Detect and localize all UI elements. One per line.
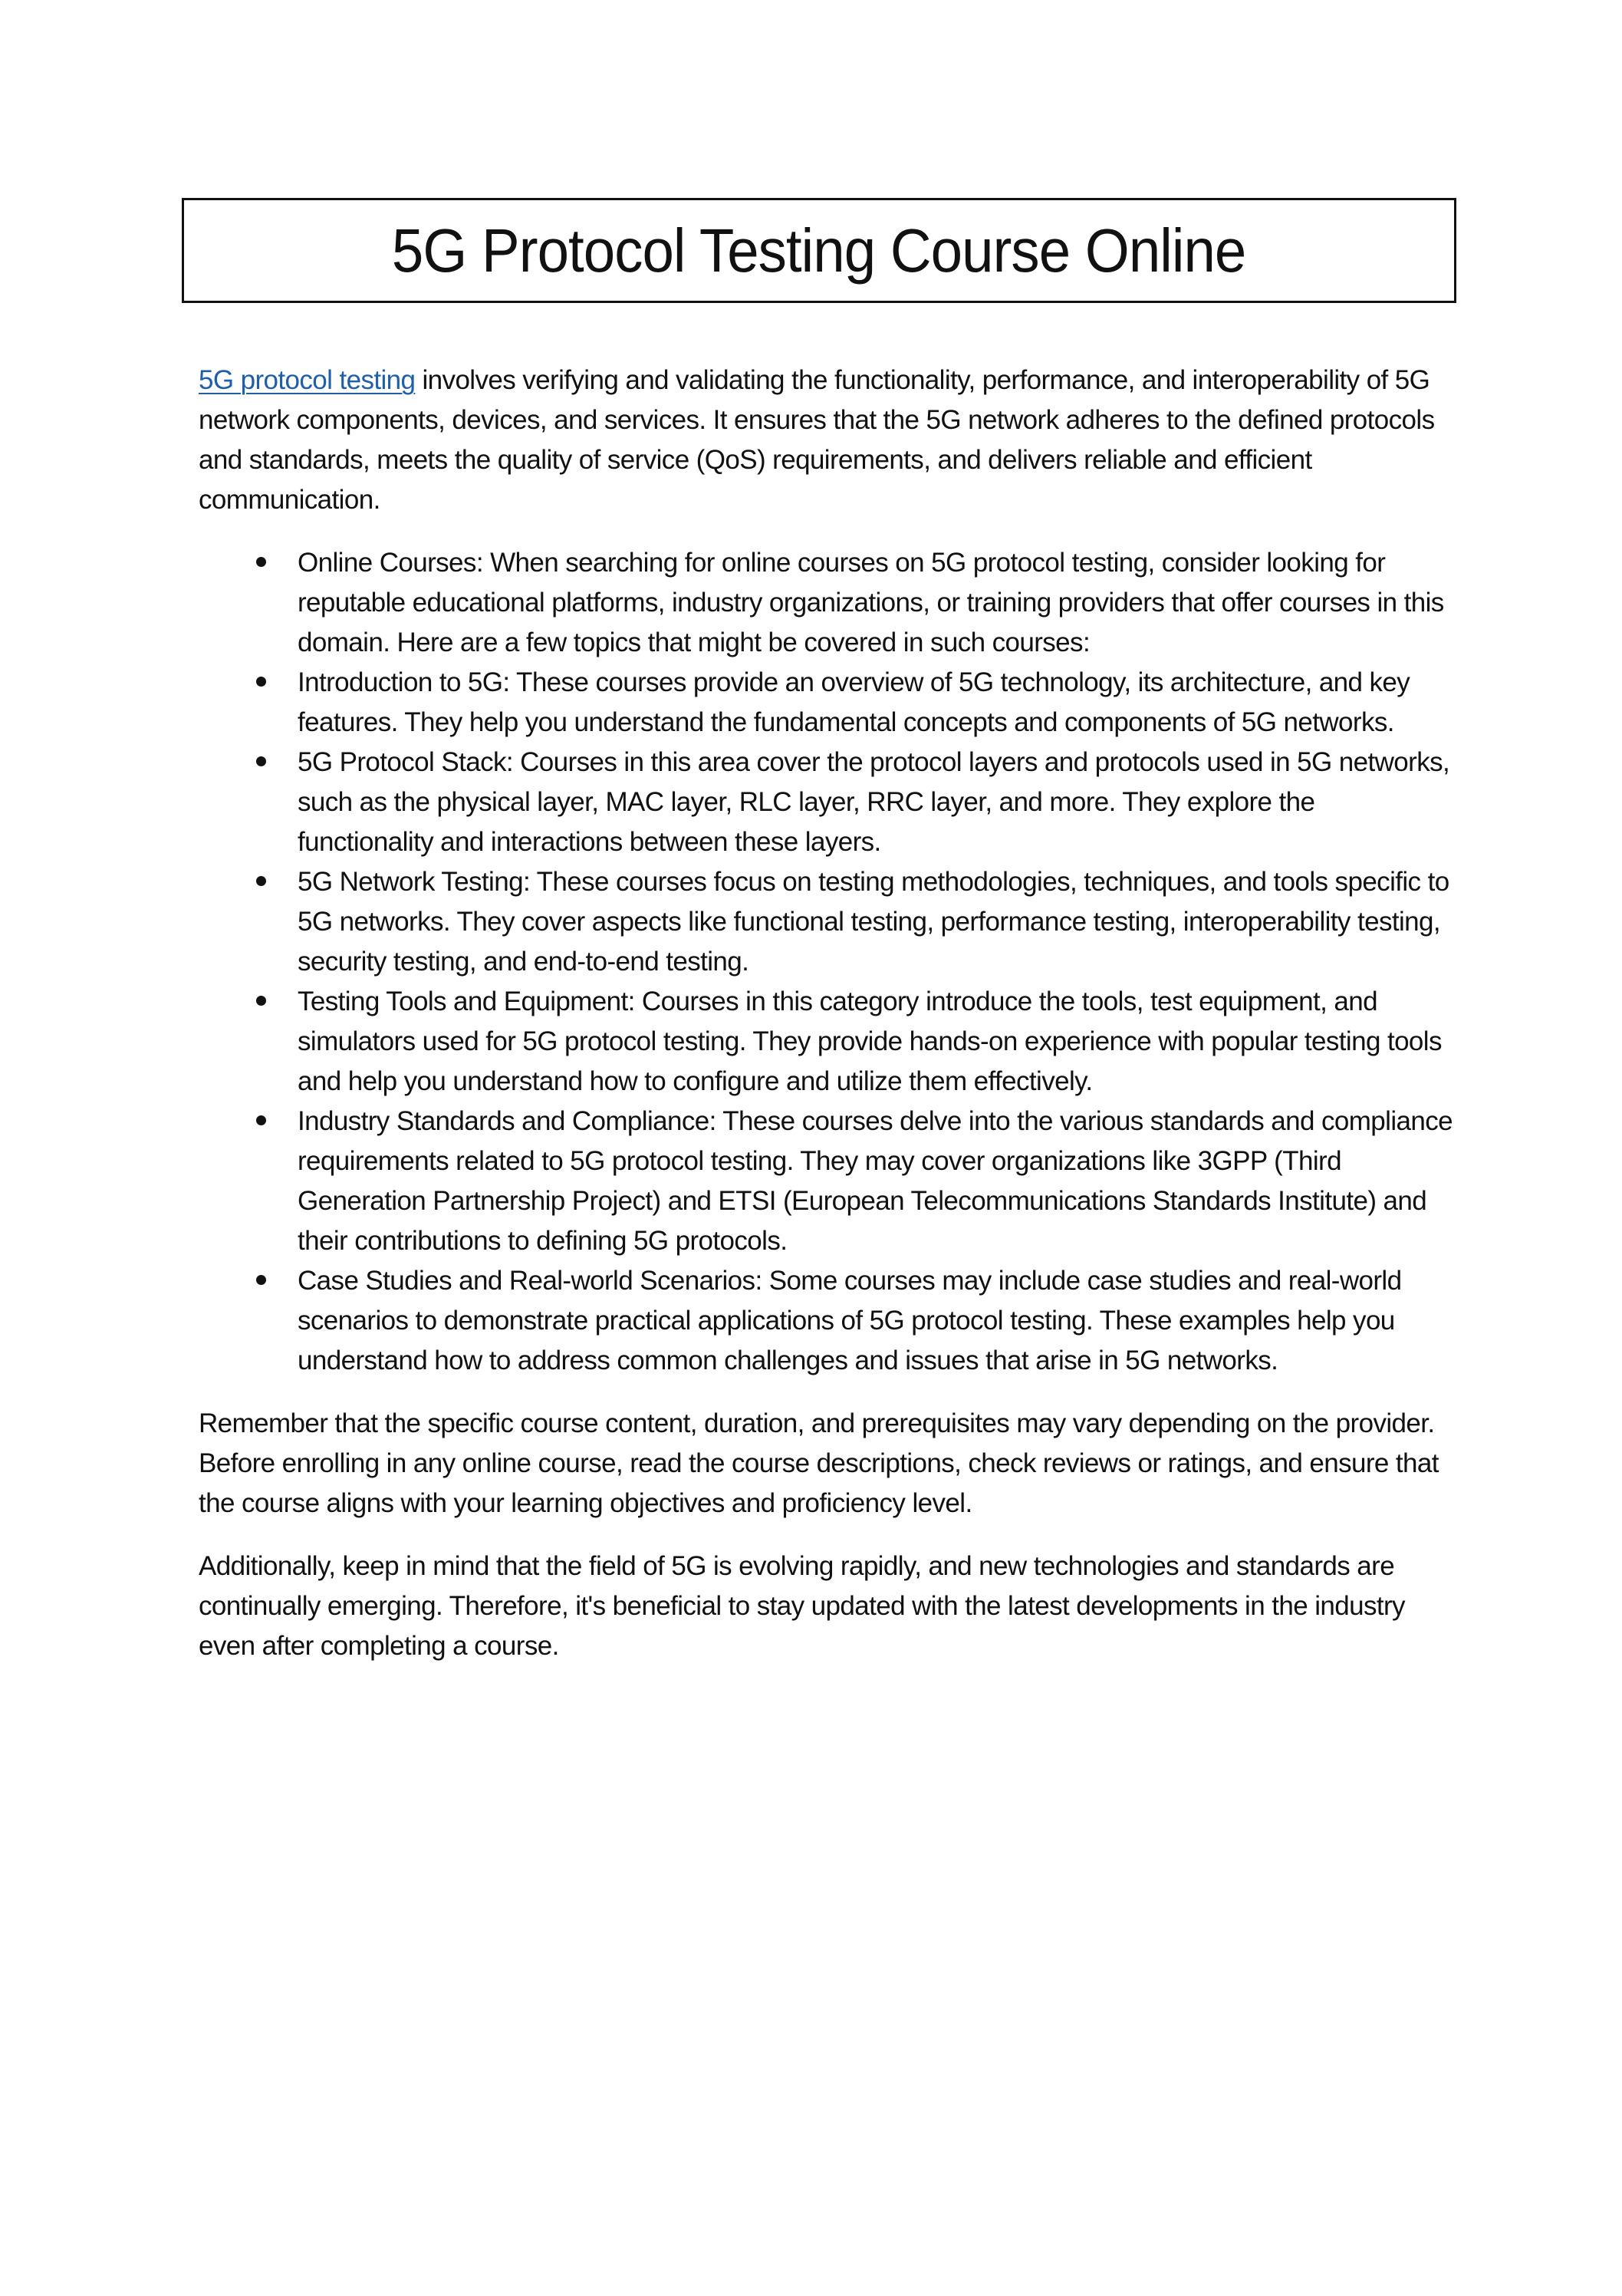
bullet-icon	[256, 677, 266, 687]
title-box	[182, 198, 1456, 303]
bullet-icon	[256, 756, 266, 766]
bullet-icon	[256, 876, 266, 886]
list-item-text: Introduction to 5G: These courses provide an overview of 5G technology, its architecture, and key features. They help you understand the fundamental concepts and components of 5G networks.	[298, 667, 1410, 737]
closing-paragraph-2: Additionally, keep in mind that the field of 5G is evolving rapidly, and new technologies and standards are continually emerging. Therefore, it's beneficial to stay updated with the latest developments in the industry even after completing a course.	[199, 1551, 1405, 1661]
bullet-icon	[256, 1115, 266, 1125]
list-item-text: Online Courses: When searching for online courses on 5G protocol testing, consider looking for reputable educational platforms, industry organizations, or training providers that offer courses in this domain. Here are a few topics that might be covered in such courses:	[298, 548, 1444, 657]
document-body	[199, 361, 1456, 1689]
list-item	[199, 1102, 1456, 1261]
list-item	[199, 862, 1456, 982]
list-item-text: 5G Network Testing: These courses focus on testing methodologies, techniques, and tools specific to 5G networks. They cover aspects like functional testing, performance testing, interoperability testing, security testing, and end-to-end testing.	[298, 867, 1449, 977]
list-item-text: Case Studies and Real-world Scenarios: Some courses may include case studies and real-world scenarios to demonstrate practical applications of 5G protocol testing. These examples help you understand how to address common challenges and issues that arise in 5G networks.	[298, 1266, 1402, 1375]
closing-paragraph-1: Remember that the specific course content, duration, and prerequisites may vary depending on the provider. Before enrolling in any online course, read the course descriptions, check reviews or ratings, and ensure that the course aligns with your learning objectives and proficiency level.	[199, 1408, 1439, 1518]
list-item-text: 5G Protocol Stack: Courses in this area cover the protocol layers and protocols used in 5G networks, such as the physical layer, MAC layer, RLC layer, RRC layer, and more. They explore the functionality and interactions between these layers.	[298, 747, 1450, 857]
bullet-icon	[256, 1275, 266, 1285]
bullet-icon	[256, 996, 266, 1006]
topics-list	[199, 543, 1456, 1381]
list-item-text: Industry Standards and Compliance: These courses delve into the various standards and compliance requirements related to 5G protocol testing. They may cover organizations like 3GPP (Third Generation Partnership Project) and ETSI (European Telecommunications Standards Institute) and their contributions to defining 5G protocols.	[298, 1106, 1453, 1256]
intro-text: involves verifying and validating the functionality, performance, and interoperability of 5G network components, devices, and services. It ensures that the 5G network adheres to the defined protocols and standards, meets the quality of service (QoS) requirements, and delivers reliable and efficient communication.	[199, 365, 1435, 515]
list-item-text: Testing Tools and Equipment: Courses in this category introduce the tools, test equipment, and simulators used for 5G protocol testing. They provide hands-on experience with popular testing tools and help you understand how to configure and utilize them effectively.	[298, 987, 1442, 1096]
intro-paragraph	[199, 361, 1456, 520]
bullet-icon	[256, 557, 266, 567]
list-item	[199, 982, 1456, 1102]
protocol-testing-link[interactable]: 5G protocol testing	[199, 365, 416, 395]
page-title: 5G Protocol Testing Course Online	[392, 216, 1246, 285]
list-item	[199, 663, 1456, 743]
list-item	[199, 543, 1456, 663]
list-item	[199, 743, 1456, 862]
list-item	[199, 1261, 1456, 1381]
